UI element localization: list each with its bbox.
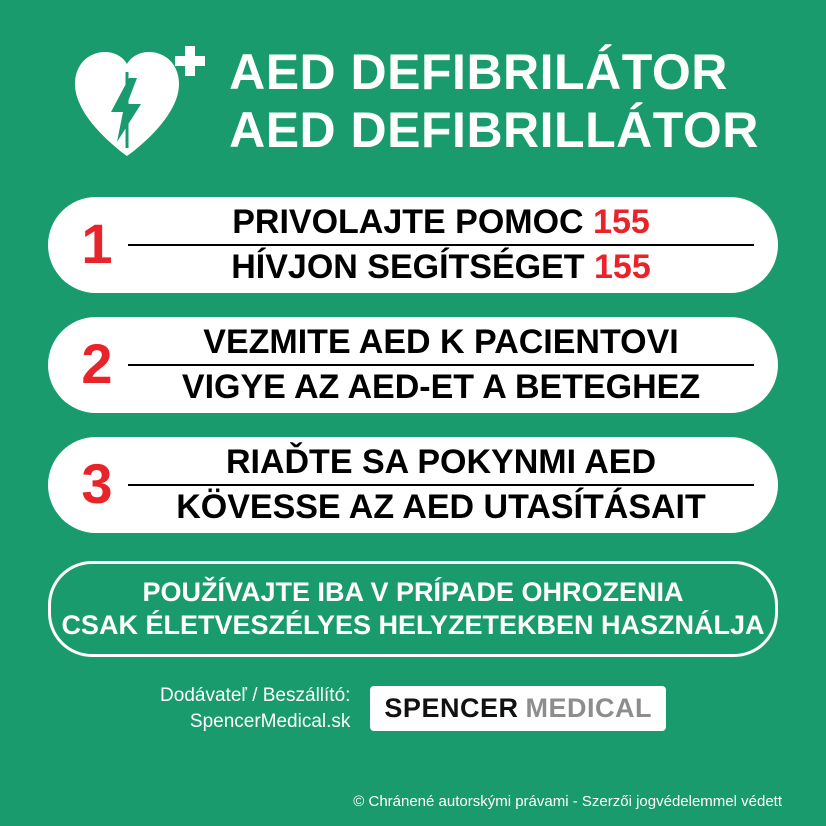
brand-name-secondary: MEDICAL [525,693,652,724]
title-hungarian: AED DEFIBRILLÁTOR [229,101,759,158]
step-text-slovak: RIAĎTE SA POKYNMI AED [225,443,657,482]
warning-text-slovak: POUŽÍVAJTE IBA V PRÍPADE OHROZENIA [142,577,684,608]
brand-name-primary: SPENCER [384,693,519,724]
emergency-number-hungarian: 155 [594,248,651,286]
steps-list [0,197,826,533]
step-text [128,204,754,285]
step-text-hungarian [231,249,650,286]
step-number: 3 [81,452,113,515]
step-item [48,437,778,533]
spencer-medical-logo [370,686,666,731]
emergency-number-slovak: 155 [593,203,650,242]
step-text-hungarian: KÖVESSE AZ AED UTASÍTÁSAIT [176,488,706,526]
supplier-label: Dodávateľ / Beszállító: [160,685,351,706]
step-text-slovak: VEZMITE AED K PACIENTOVI [203,323,679,362]
step-text-slovak [232,204,650,241]
step-text-hungarian-label: HÍVJON SEGÍTSÉGET [231,248,594,286]
step-item [48,317,778,413]
step-text-hungarian: VIGYE AZ AED-ET A BETEGHEZ [181,368,701,406]
poster-title [229,43,759,158]
step-item [48,197,778,293]
step-text-slovak-label: PRIVOLAJTE POMOC [232,203,594,242]
step-number: 2 [81,332,113,395]
divider [128,244,754,246]
warning-text-hungarian: CSAK ÉLETVESZÉLYES HELYZETEKBEN HASZNÁLJA [61,610,765,640]
copyright-notice: © Chránené autorskými právami - Szerzői jogvédelemmel védett [353,793,782,810]
warning-box [48,561,778,657]
poster-header [0,0,826,163]
supplier-info [160,683,350,734]
poster-footer [0,683,826,734]
step-text [128,324,754,405]
supplier-website: SpencerMedical.sk [189,710,351,732]
divider [128,364,754,366]
step-number: 1 [81,212,113,275]
heart-with-lightning-bolt-and-plus-icon [67,38,207,163]
title-slovak: AED DEFIBRILÁTOR [229,43,728,100]
divider [128,484,754,486]
step-text [128,444,754,525]
